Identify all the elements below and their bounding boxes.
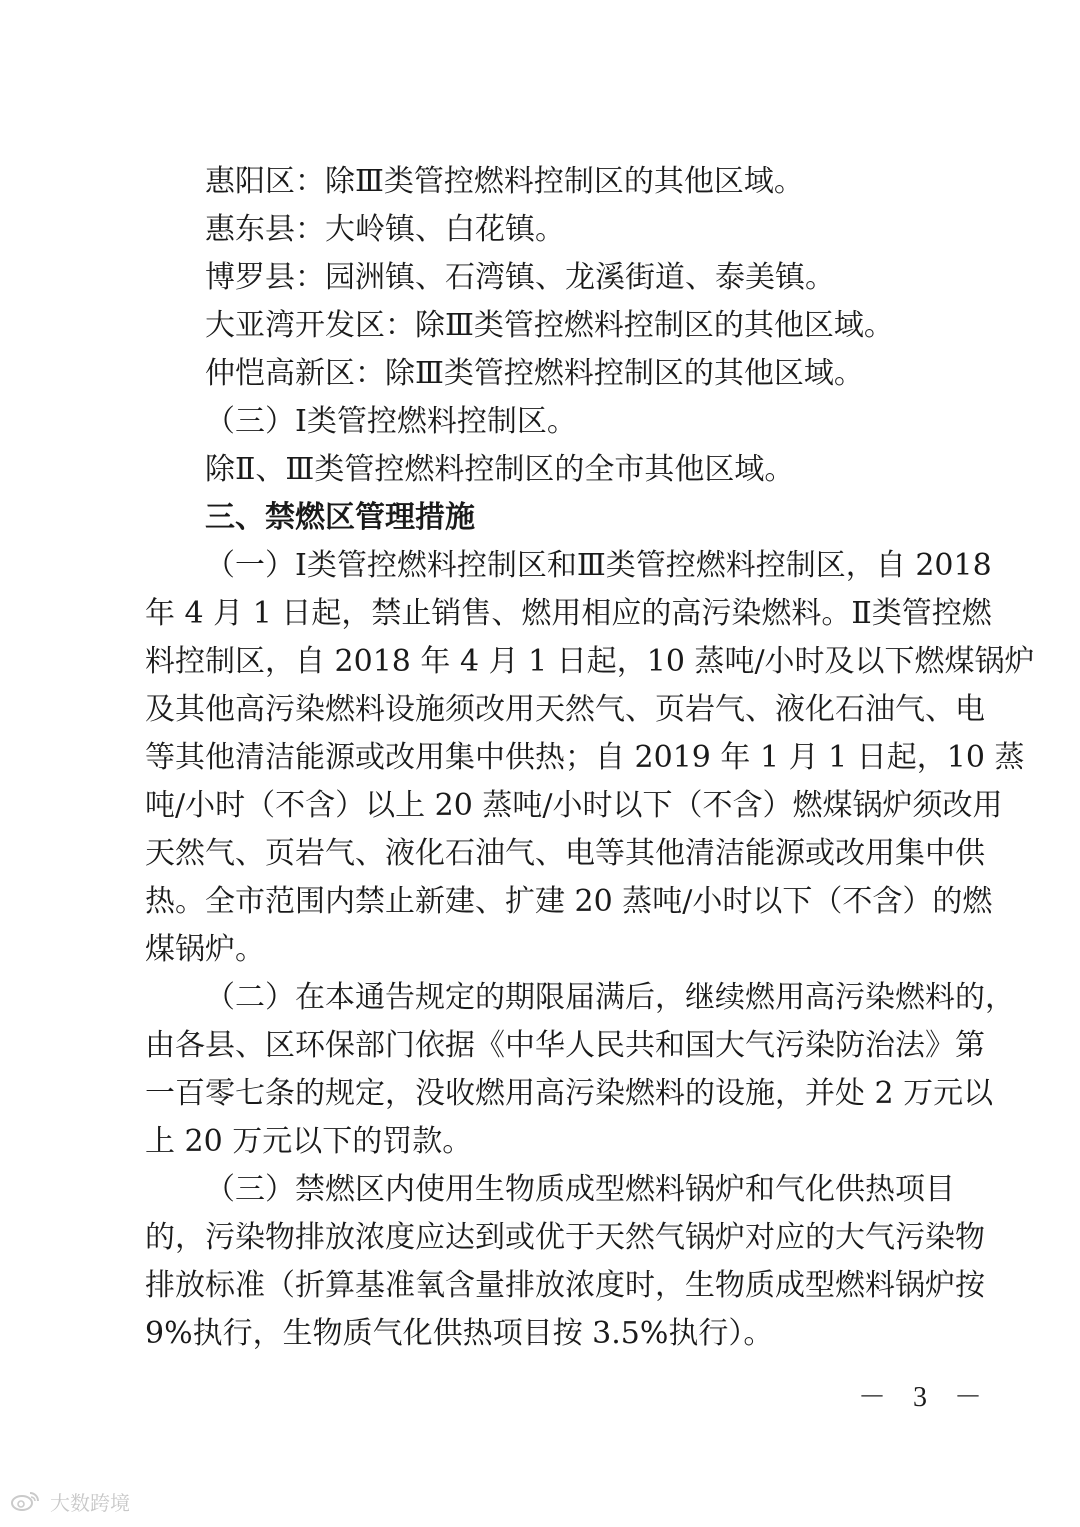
watermark — [10, 1487, 130, 1515]
paragraph-line: 年 4 月 1 日起，禁止销售、燃用相应的高污染燃料。Ⅱ类管控燃 — [145, 596, 992, 631]
paragraph-line: 9%执行，生物质气化供热项目按 3.5%执行）。 — [145, 1316, 774, 1351]
text-line: 除Ⅱ、Ⅲ类管控燃料控制区的全市其他区域。 — [205, 452, 795, 487]
paragraph-line: 等其他清洁能源或改用集中供热；自 2019 年 1 月 1 日起，10 蒸 — [145, 740, 1025, 775]
paragraph-line: 排放标准（折算基准氧含量排放浓度时，生物质成型燃料锅炉按 — [145, 1268, 985, 1303]
paragraph-line: 煤锅炉。 — [145, 932, 265, 967]
paragraph-line: 料控制区，自 2018 年 4 月 1 日起，10 蒸吨/小时及以下燃煤锅炉 — [145, 644, 1035, 679]
paragraph-line: 的，污染物排放浓度应达到或优于天然气锅炉对应的大气污染物 — [145, 1220, 985, 1255]
weibo-logo-icon — [10, 1489, 44, 1513]
section-heading: 三、禁燃区管理措施 — [205, 500, 475, 535]
paragraph-line: 热。全市范围内禁止新建、扩建 20 蒸吨/小时以下（不含）的燃 — [145, 884, 993, 919]
paragraph-line: （一）Ⅰ类管控燃料控制区和Ⅲ类管控燃料控制区，自 2018 — [205, 548, 992, 583]
paragraph-line: 天然气、页岩气、液化石油气、电等其他清洁能源或改用集中供 — [145, 836, 985, 871]
paragraph-line: 一百零七条的规定，没收燃用高污染燃料的设施，并处 2 万元以 — [145, 1076, 994, 1111]
text-line: 惠东县：大岭镇、白花镇。 — [205, 212, 565, 247]
paragraph-line: （二）在本通告规定的期限届满后，继续燃用高污染燃料的， — [205, 980, 1015, 1015]
paragraph-line: 及其他高污染燃料设施须改用天然气、页岩气、液化石油气、电 — [145, 692, 985, 727]
text-line: 惠阳区：除Ⅲ类管控燃料控制区的其他区域。 — [205, 164, 804, 199]
text-line: 博罗县：园洲镇、石湾镇、龙溪街道、泰美镇。 — [205, 260, 835, 295]
text-line: 仲恺高新区：除Ⅲ类管控燃料控制区的其他区域。 — [205, 356, 864, 391]
watermark-text: 大数跨境 — [50, 1490, 130, 1515]
subsection-heading: （三）Ⅰ类管控燃料控制区。 — [205, 404, 577, 439]
text-line: 大亚湾开发区：除Ⅲ类管控燃料控制区的其他区域。 — [205, 308, 894, 343]
paragraph-line: （三）禁燃区内使用生物质成型燃料锅炉和气化供热项目 — [205, 1172, 955, 1207]
paragraph-line: 由各县、区环保部门依据《中华人民共和国大气污染防治法》第 — [145, 1028, 985, 1063]
paragraph-line: 吨/小时（不含）以上 20 蒸吨/小时以下（不含）燃煤锅炉须改用 — [145, 788, 1003, 823]
paragraph-line: 上 20 万元以下的罚款。 — [145, 1124, 473, 1159]
page-number: － 3 － — [858, 1382, 993, 1413]
